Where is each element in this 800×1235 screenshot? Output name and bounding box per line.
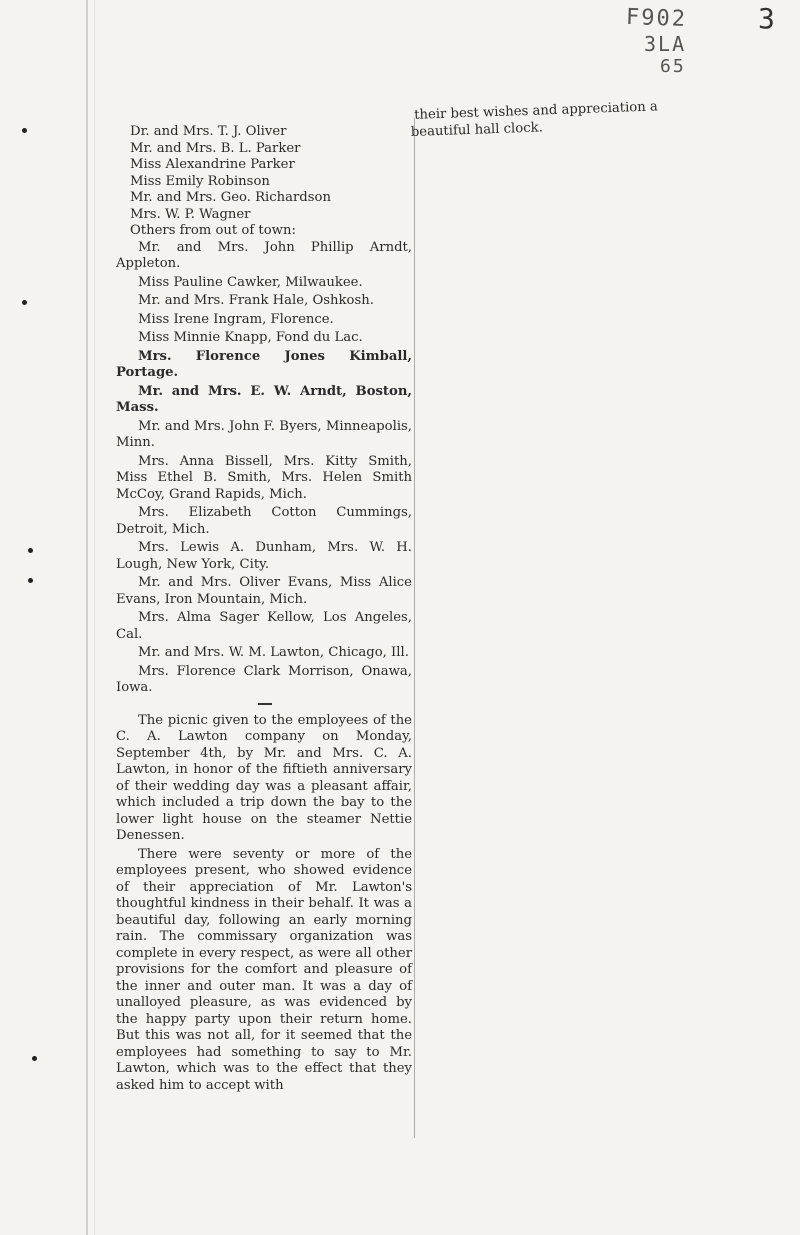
binder-hole-mark [28,548,33,553]
guest-entry: Miss Emily Robinson [130,173,270,189]
page-edge-line [86,0,88,1235]
right-column [410,98,711,141]
binder-hole-mark [22,128,27,133]
guest-entry: Mr. and Mrs. Oliver Evans, Miss Alice Evans, Iron Mountain, Mich. [116,575,412,607]
guest-entry: Mr. and Mrs. Frank Hale, Oshkosh. [138,293,374,308]
guest-entry: Mrs. Anna Bissell, Mrs. Kitty Smith, Miss Ethel B. Smith, Mrs. Helen Smith McCoy, Grand Rapids, Mich. [116,453,412,502]
guest-entry: Mrs. Lewis A. Dunham, Mrs. W. H. Lough, New York, City. [116,540,412,572]
article-paragraph: There were seventy or more of the employees present, who showed evidence of their appreciation of Mr. Lawton's thoughtful kindness in their behalf. It was a beautiful day, following an early morning rain. The commissary organization was complete in every respect, as were all other provisions for the comfort and pleasure of the inner and outer man. It was a day of unalloyed pleasure, as was evidenced by the happy party upon their return home. But this was not all, for it seemed that the employees had something to say to Mr. Lawton, which was to the effect that they asked him to accept with [116,846,412,1093]
guest-entry: Mrs. Florence Clark Morrison, Onawa, Iowa. [116,663,412,695]
binder-hole-mark [22,300,27,305]
archive-code-annotation: F902 [625,4,688,33]
guest-entry: Miss Irene Ingram, Florence. [138,311,334,327]
guest-entry: Dr. and Mrs. T. J. Oliver [130,124,287,139]
page-edge-line-secondary [94,0,95,1235]
guest-entry: Mr. and Mrs. John F. Byers, Minneapolis, Minn. [116,418,412,450]
section-separator [258,703,272,705]
guest-entry: Miss Pauline Cawker, Milwaukee. [138,274,363,290]
archive-sub-annotation: 3LA [644,32,687,56]
guest-entry: Mrs. Florence Jones Kimball, Portage. [116,348,412,380]
binder-hole-mark [32,1056,37,1061]
guest-entry: Miss Alexandrine Parker [130,157,295,172]
page-number-annotation: 3 [758,2,777,35]
guest-entry: Mrs. W. P. Wagner [130,206,251,222]
guest-entry: Mr. and Mrs. E. W. Arndt, Boston, Mass. [116,383,412,415]
binder-hole-mark [28,578,33,583]
guest-entry: Miss Minnie Knapp, Fond du Lac. [138,330,363,345]
out-of-town-heading: Others from out of town: [130,223,296,238]
article-paragraph: The picnic given to the employees of the C. A. Lawton company on Monday, September 4th, by Mr. and Mrs. C. A. Lawton, in honor of the fiftieth anniversary of their wedding day was a pleasant affair, which included a trip down the bay to the lower light house on the steamer Nettie Denessen. [116,712,412,843]
guest-list-local [116,124,412,240]
column-rule [414,118,415,1138]
guest-entry: Mr. and Mrs. B. L. Parker [130,140,301,156]
archive-sub-annotation-2: 65 [660,56,686,77]
guest-entry: Mrs. Elizabeth Cotton Cummings, Detroit, Mich. [116,505,412,537]
left-column [116,124,412,1094]
article-continuation: their best wishes and appreciation a beautiful hall clock. [410,99,659,140]
guest-entry: Mrs. Alma Sager Kellow, Los Angeles, Cal. [116,610,412,642]
guest-entry: Mr. and Mrs. W. M. Lawton, Chicago, Ill. [138,645,409,660]
guest-list-out-of-town [116,240,412,697]
guest-entry: Mr. and Mrs. Geo. Richardson [130,190,331,205]
guest-entry: Mr. and Mrs. John Phillip Arndt, Appleton. [116,239,412,271]
